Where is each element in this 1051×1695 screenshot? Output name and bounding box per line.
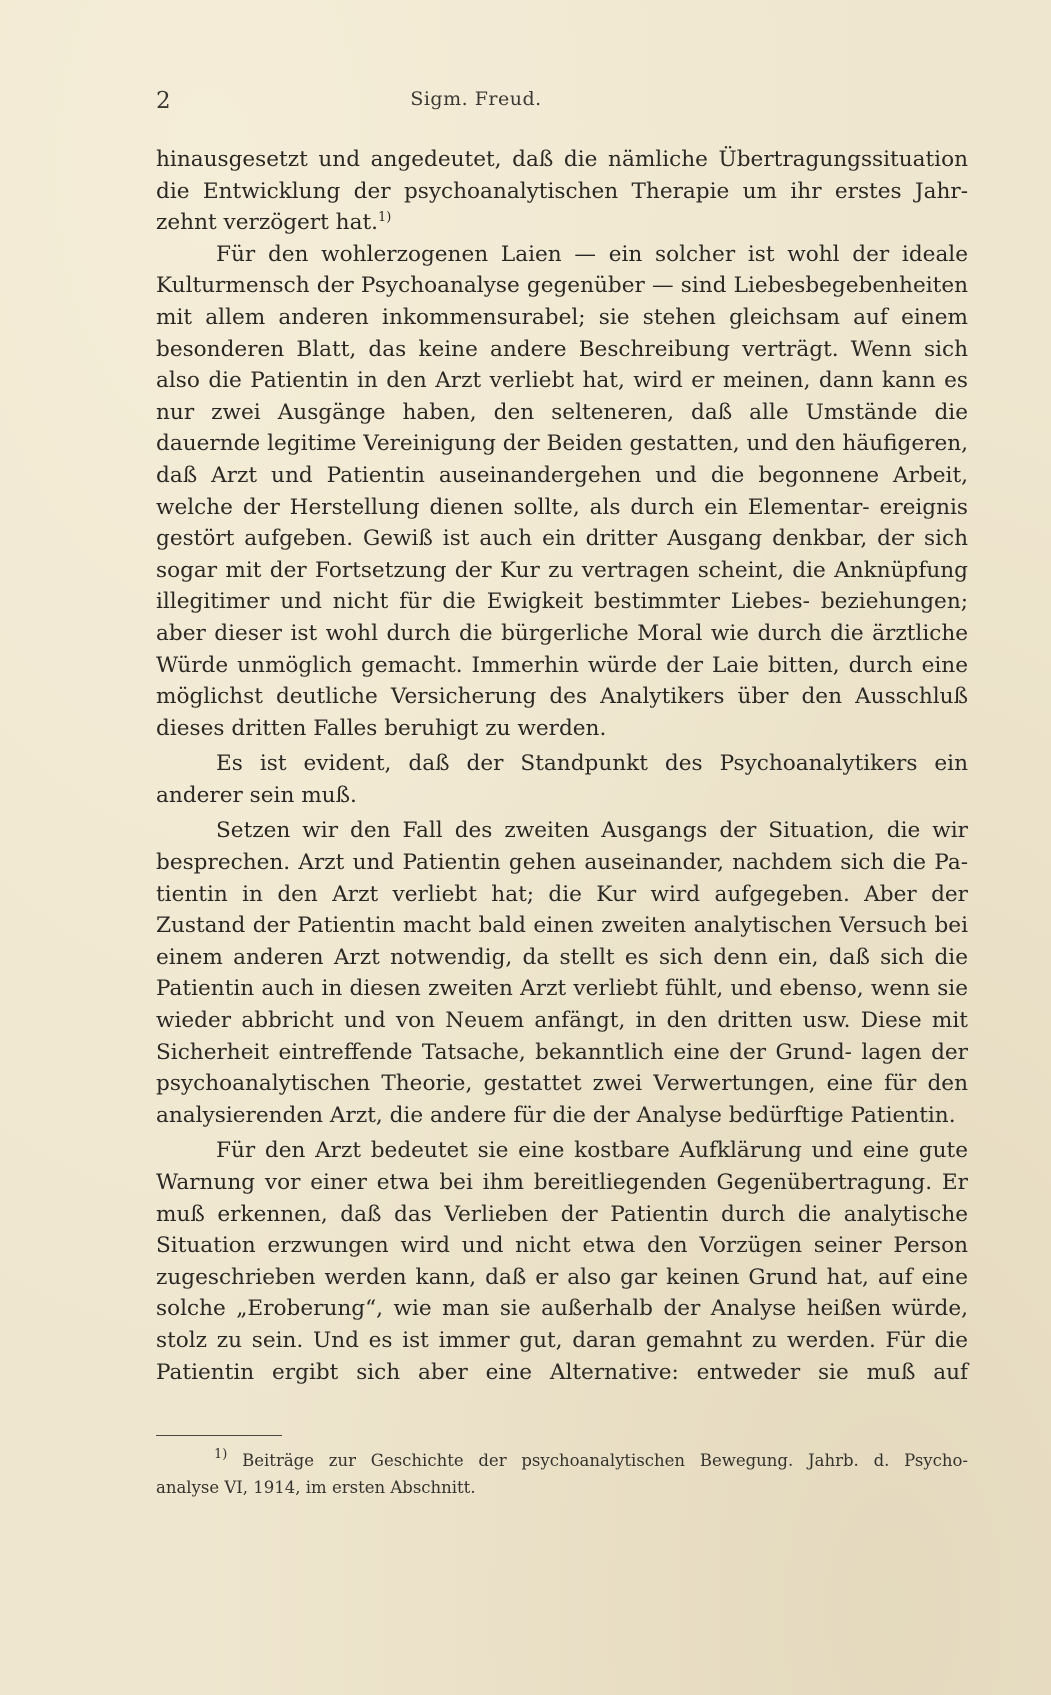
text-line: Setzen wir den Fall des zweiten Ausgangs der Situation, die wir bbox=[216, 818, 968, 844]
text-line: ereignis gestört aufgeben. Gewiß ist auch ein dritter Ausgang denkbar, bbox=[156, 494, 968, 552]
text-line: also die Patientin in den Arzt verliebt hat, wird er meinen, dann bbox=[156, 368, 874, 394]
text-line: solche „Eroberung“, wie man sie außerhalb der Analyse heißen würde, bbox=[156, 1296, 968, 1322]
paragraph-3 bbox=[156, 748, 968, 811]
text-line: Anknüpfung illegitimer und nicht für die Ewigkeit bestimmter Liebes- bbox=[156, 557, 968, 615]
text-line: zehnt verzögert hat. bbox=[156, 210, 378, 236]
text-line: besprechen. Arzt und Patientin gehen auseinander, nachdem sich die Pa- bbox=[156, 850, 968, 876]
text-line: beziehungen; aber dieser ist wohl durch die bürgerliche Moral wie durch bbox=[156, 589, 968, 646]
footnote-marker: 1) bbox=[214, 1447, 228, 1462]
text-line: bei einem anderen Arzt notwendig, da stellt es sich denn ein, daß sich bbox=[156, 913, 968, 970]
footnote-text: Beiträge zur Geschichte der psychoanalytischen Bewegung. Jahrb. d. Psycho- bbox=[242, 1451, 969, 1470]
text-line: wenn sie wieder abbricht und von Neuem anfängt, in den dritten usw. bbox=[156, 976, 968, 1034]
paragraph-2 bbox=[156, 239, 968, 745]
text-line: hinausgesetzt und angedeutet, daß die nämliche Übertragungssituation bbox=[156, 147, 968, 172]
text-line: lagen der psychoanalytischen Theorie, gestattet zwei Verwertungen, eine bbox=[156, 1039, 968, 1097]
paragraph-5 bbox=[156, 1135, 968, 1388]
running-head bbox=[156, 88, 968, 118]
text-line: Für den wohlerzogenen Laien — ein solcher ist wohl der ideale bbox=[216, 241, 968, 267]
text-line: Situation erzwungen wird und nicht etwa den Vorzügen seiner Person bbox=[156, 1233, 968, 1259]
text-line: die Entwicklung der psychoanalytischen Therapie um ihr erstes Jahr- bbox=[156, 178, 968, 204]
body-text bbox=[156, 144, 968, 1388]
text-line: mit allem anderen inkommensurabel; sie stehen gleichsam auf einem bbox=[156, 304, 968, 330]
footnote-divider bbox=[156, 1435, 282, 1436]
text-line: den Ausschluß dieses dritten Falles beruhigt zu werden. bbox=[156, 684, 968, 741]
text-line: Diese mit Sicherheit eintreffende Tatsache, bekanntlich eine der Grund- bbox=[156, 1008, 968, 1065]
paragraph-1 bbox=[156, 144, 968, 239]
text-line: Arbeit, welche der Herstellung dienen sollte, als durch ein Elementar- bbox=[156, 462, 968, 520]
text-line: Er muß erkennen, daß das Verlieben der Patientin durch die analytische bbox=[156, 1170, 968, 1227]
text-line: stolz zu sein. Und es ist immer gut, daran gemahnt zu werden. Für bbox=[156, 1327, 925, 1353]
text-line: die Patientin auch in diesen zweiten Arzt verliebt fühlt, und ebenso, bbox=[156, 944, 968, 1002]
text-line: kann es nur zwei Ausgänge haben, den selteneren, daß alle Umstände bbox=[156, 368, 968, 425]
text-line: zugeschrieben werden kann, daß er also gar keinen Grund hat, auf eine bbox=[156, 1264, 968, 1290]
text-line: anderer sein muß. bbox=[156, 782, 357, 808]
paragraph-4 bbox=[156, 815, 968, 1131]
text-line: besonderen Blatt, das keine andere Beschreibung verträgt. Wenn sich bbox=[156, 336, 968, 362]
text-line: tientin in den Arzt verliebt hat; die Kur wird aufgegeben. Aber der bbox=[156, 881, 968, 907]
text-line: häufigeren, daß Arzt und Patientin auseinandergehen und die begonnene bbox=[156, 431, 968, 488]
text-line: Zustand der Patientin macht bald einen zweiten analytischen Versuch bbox=[156, 913, 927, 939]
text-line: für den analysierenden Arzt, die andere für die der Analyse bedürftige bbox=[156, 1071, 968, 1128]
page-content bbox=[156, 0, 968, 1695]
text-line: die dauernde legitime Vereinigung der Beiden gestatten, und den bbox=[156, 399, 968, 457]
text-line: Patientin. bbox=[850, 1102, 956, 1128]
text-line: die Patientin ergibt sich aber eine Alternative: entweder sie muß auf bbox=[156, 1327, 968, 1385]
page-number: 2 bbox=[156, 88, 171, 114]
text-line: bitten, durch eine möglichst deutliche Versicherung des Analytikers über bbox=[156, 652, 968, 710]
text-line: Für den Arzt bedeutet sie eine kostbare Aufklärung und eine gute bbox=[216, 1138, 968, 1164]
text-line: der sich sogar mit der Fortsetzung der Kur zu vertragen scheint, die bbox=[156, 526, 968, 583]
footnote-line-1 bbox=[156, 1447, 968, 1474]
footnote bbox=[156, 1447, 968, 1501]
text-line: Kulturmensch der Psychoanalyse gegenüber — sind Liebesbegebenheiten bbox=[156, 273, 968, 299]
text-line: Warnung vor einer etwa bei ihm bereitliegenden Gegenübertragung. bbox=[156, 1170, 933, 1195]
footnote-line-2: analyse VI, 1914, im ersten Abschnitt. bbox=[156, 1478, 476, 1497]
text-line: die ärztliche Würde unmöglich gemacht. Immerhin würde der Laie bbox=[156, 620, 969, 678]
running-title: Sigm. Freud. bbox=[410, 88, 542, 110]
footnote-reference: 1) bbox=[377, 210, 392, 226]
text-line: Es ist evident, daß der Standpunkt des Psychoanalytikers ein bbox=[216, 751, 968, 777]
